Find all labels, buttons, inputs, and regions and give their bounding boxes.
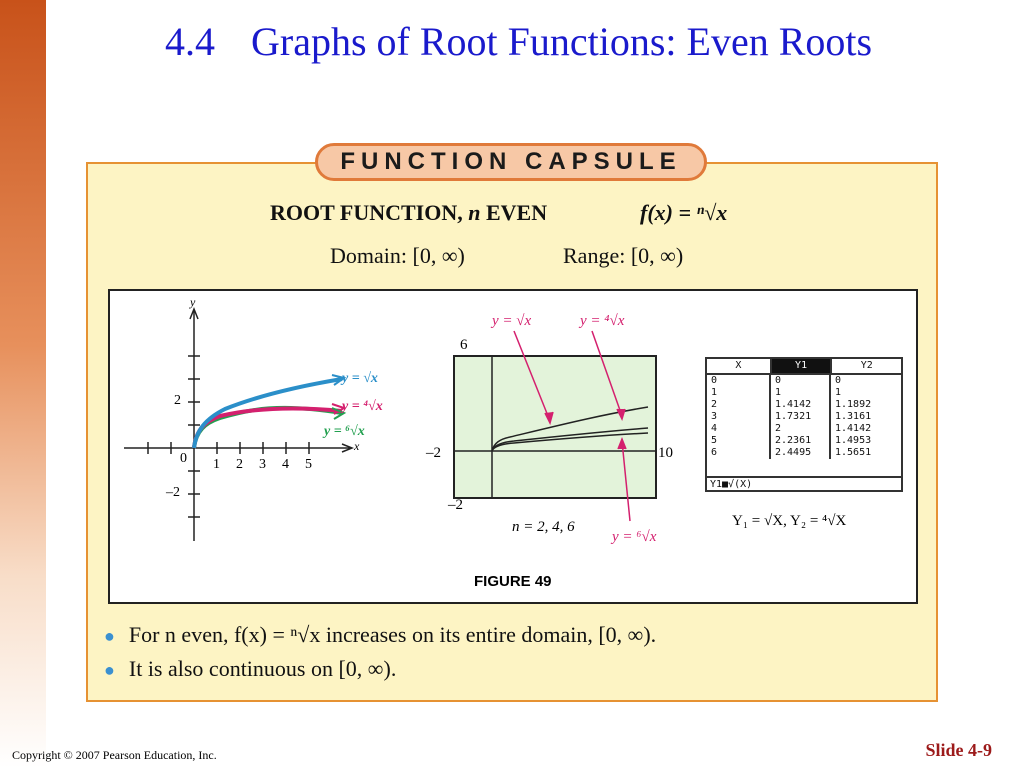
figure-caption: FIGURE 49: [474, 573, 552, 590]
graph1-axes: [124, 309, 352, 541]
calc-table-cell: 2.2361: [771, 435, 831, 447]
bullet-continuous: ● It is also continuous on [0, ∞).: [104, 656, 397, 681]
graph1-xtick-0: 0: [180, 451, 187, 466]
calc-table-cell: 5: [707, 435, 771, 447]
calc-table-row: [707, 447, 901, 459]
figure-panel: [108, 289, 918, 604]
calc-window-bottom: –2: [448, 497, 463, 513]
calc-table-cell: 1: [707, 387, 771, 399]
graph1-ytick-2: 2: [174, 393, 181, 408]
graph1-x-axis-label: x: [354, 439, 360, 453]
calc-table-cell: 1.7321: [771, 411, 831, 423]
calc-table-cell: 1.5651: [835, 447, 872, 458]
calc-col-y2: Y2: [860, 360, 873, 371]
graph1-xtick-4: 4: [282, 457, 289, 472]
calc-table-cell: 0: [771, 375, 831, 387]
graph1-y-axis-label: y: [190, 295, 196, 309]
graph1-label-sixth: y = ⁶√x: [324, 424, 365, 439]
calc-window-left: –2: [426, 445, 441, 461]
calc-table-cell: 0: [835, 375, 842, 386]
calc-callout-sqrt: y = √x: [492, 313, 532, 329]
calc-table-caption: Y₁ = √X, Y₂ = ⁴√X: [732, 513, 847, 529]
title-text: Graphs of Root Functions: Even Roots: [251, 19, 873, 64]
calc-table-cell: 1.4142: [835, 423, 872, 434]
calc-table-cell: 1.4142: [771, 399, 831, 411]
calc-table-cell: 1: [835, 387, 842, 398]
calc-col-x: X: [707, 359, 772, 373]
calc-table-cell: 2: [771, 423, 831, 435]
calc-callout-fourth: y = ⁴√x: [580, 313, 625, 329]
copyright-notice: Copyright © 2007 Pearson Education, Inc.: [12, 748, 217, 762]
graph1-xtick-1: 1: [213, 457, 220, 472]
calc-table-cell: 0: [707, 375, 771, 387]
calc-table-cell: 3: [707, 411, 771, 423]
square-root-curve: [194, 379, 342, 448]
orange-sidebar: [0, 0, 46, 768]
function-capsule-tab: [315, 143, 707, 181]
calc-table-cell: 2: [707, 399, 771, 411]
slide-title: [165, 18, 872, 65]
bullet-dot: ●: [104, 660, 115, 680]
graph1-label-fourth: y = ⁴√x: [342, 399, 383, 414]
calc-table-row: [707, 435, 901, 447]
calc-window-top: 6: [460, 337, 468, 353]
calc-table: [705, 357, 903, 492]
graph1-label-sqrt: y = √x: [342, 371, 378, 386]
graph1-ytick-neg2: –2: [166, 485, 180, 500]
calc-n-label: n = 2, 4, 6: [512, 519, 575, 535]
capsule-tab-label: FUNCTION CAPSULE: [340, 148, 682, 175]
graph1-xtick-5: 5: [305, 457, 312, 472]
calc-rows: [707, 375, 901, 459]
domain-text: Domain: [0, ∞): [330, 243, 465, 268]
bullet-increasing: ● For n even, f(x) = ⁿ√x increases on its entire domain, [0, ∞).: [104, 622, 657, 647]
calc-table-cell: 4: [707, 423, 771, 435]
calc-callout-sixth: y = ⁶√x: [612, 529, 657, 545]
root-function-formula: f(x) = ⁿ√x: [640, 200, 728, 225]
calc-entry-line: Y1■√(X): [707, 476, 901, 490]
calc-table-row: [707, 411, 901, 423]
calc-col-y1: Y1: [772, 359, 833, 373]
calc-table-row: [707, 375, 901, 387]
range-text: Range: [0, ∞): [563, 243, 684, 268]
calc-table-row: [707, 423, 901, 435]
bullet-dot: ●: [104, 626, 115, 646]
calc-table-row: [707, 387, 901, 399]
calc-table-cell: 2.4495: [771, 447, 831, 459]
calc-window-right: 10: [658, 445, 673, 461]
root-function-heading: ROOT FUNCTION, n EVEN: [270, 200, 548, 225]
graph1-xtick-2: 2: [236, 457, 243, 472]
section-number: 4.4: [165, 19, 215, 64]
graph1-xtick-3: 3: [259, 457, 266, 472]
calc-table-cell: 1.1892: [835, 399, 872, 410]
slide-number: Slide 4-9: [925, 740, 992, 760]
calc-table-cell: 1.3161: [835, 411, 872, 422]
calc-table-cell: 1.4953: [835, 435, 872, 446]
calc-table-cell: 1: [771, 387, 831, 399]
calc-table-cell: 6: [707, 447, 771, 459]
calc-table-row: [707, 399, 901, 411]
